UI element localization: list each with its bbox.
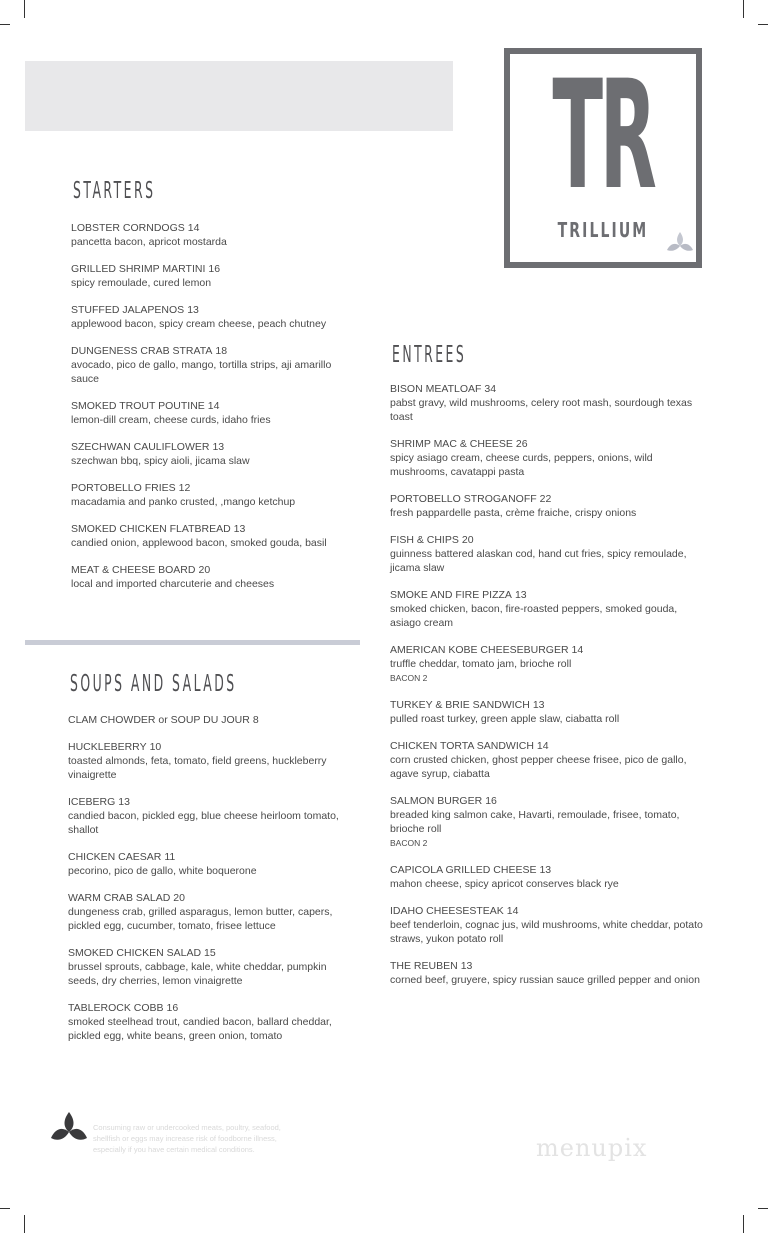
entrees-list (390, 382, 710, 1000)
menu-item (71, 344, 361, 386)
menu-item (71, 481, 361, 509)
menu-item-name: MEAT & CHEESE BOARD (71, 564, 196, 576)
menu-item-title (390, 698, 710, 712)
starters-heading: STARTERS (73, 176, 156, 204)
soups-salads-heading: SOUPS AND SALADS (70, 669, 237, 697)
menu-item-description: breaded king salmon cake, Havarti, remoulade, frisee, tomato, brioche roll (390, 809, 680, 835)
menu-item-title (390, 382, 710, 396)
menu-item-title (390, 437, 710, 451)
menu-item-price: 22 (539, 493, 552, 505)
menu-item-price: 16 (208, 263, 221, 275)
menu-item-description: guinness battered alaskan cod, hand cut fries, spicy remoulade, jicama slaw (390, 548, 687, 574)
menu-item-title (68, 713, 353, 727)
menu-item-description: corned beef, gruyere, spicy russian sauce grilled pepper and onion (390, 974, 700, 986)
menu-item-price: 16 (485, 795, 497, 807)
menu-item-name: AMERICAN KOBE CHEESEBURGER (390, 644, 569, 656)
menu-item-price: 14 (536, 740, 549, 752)
menu-item-name: PORTOBELLO STROGANOFF (390, 493, 537, 505)
menu-item (68, 740, 353, 782)
menu-item (68, 713, 353, 727)
menu-item-name: TURKEY & BRIE SANDWICH (390, 699, 530, 711)
menu-item-description: spicy asiago cream, cheese curds, peppers, onions, wild mushrooms, cavatappi pasta (390, 452, 653, 478)
menu-item-price: 11 (164, 851, 176, 863)
menu-item-name: BISON MEATLOAF (390, 383, 482, 395)
menu-item-price: 14 (207, 400, 220, 412)
menu-item-name: THE REUBEN (390, 960, 458, 972)
menu-item-name: CHICKEN TORTA SANDWICH (390, 740, 534, 752)
menu-item-description: beef tenderloin, cognac jus, wild mushrooms, white cheddar, potato straws, yukon potato roll (390, 919, 703, 945)
menu-item-price: 13 (539, 864, 552, 876)
crop-mark (758, 1208, 768, 1209)
menu-item (390, 533, 710, 575)
menu-item-price: 26 (515, 438, 528, 450)
menu-item-description: szechwan bbq, spicy aioli, jicama slaw (71, 455, 250, 467)
menu-item-title (71, 563, 361, 577)
menu-item-title (71, 399, 361, 413)
menu-item-name: SMOKE AND FIRE PIZZA (390, 589, 512, 601)
menu-item-description: pulled roast turkey, green apple slaw, ciabatta roll (390, 713, 620, 725)
menu-item-description: corn crusted chicken, ghost pepper cheese frisee, pico de gallo, agave syrup, ciabatta (390, 754, 687, 780)
menu-item-name: TABLEROCK COBB (68, 1002, 164, 1014)
menu-item (390, 588, 710, 630)
menu-item (390, 492, 710, 520)
entrees-heading: ENTREES (392, 340, 467, 368)
menu-item-price: 16 (166, 1002, 179, 1014)
menu-item-title (68, 946, 353, 960)
menu-item (390, 904, 710, 946)
menu-item-name: CLAM CHOWDER or SOUP DU JOUR (68, 714, 250, 726)
header-banner (25, 61, 453, 131)
menu-item-description: spicy remoulade, cured lemon (71, 277, 212, 289)
menu-item-name: CHICKEN CAESAR (68, 851, 162, 863)
menu-item (71, 303, 361, 331)
food-safety-note: Consuming raw or undercooked meats, poultry, seafood, shellfish or eggs may increase risk of foodborne illness, especially if you have certain medical conditions. (93, 1123, 281, 1154)
menu-item-name: DUNGENESS CRAB STRATA (71, 345, 213, 357)
menu-item-name: IDAHO CHEESESTEAK (390, 905, 504, 917)
crop-mark (0, 24, 10, 25)
menu-item-price: 13 (118, 796, 130, 808)
section-divider (25, 640, 360, 645)
menu-item-title (68, 740, 353, 754)
menu-item-name: CAPICOLA GRILLED CHEESE (390, 864, 537, 876)
menu-item-description: fresh pappardelle pasta, crème fraiche, crispy onions (390, 507, 637, 519)
menu-item (68, 850, 353, 878)
starters-list (71, 221, 361, 604)
menu-item-price: 8 (252, 714, 259, 726)
menu-item-description: applewood bacon, spicy cream cheese, peach chutney (71, 318, 327, 330)
menu-item-title (390, 643, 710, 657)
menu-item-title (390, 492, 710, 506)
menu-item-title (71, 221, 361, 235)
menu-item (68, 946, 353, 988)
menu-item-name: PORTOBELLO FRIES (71, 482, 176, 494)
menu-item-name: SZECHWAN CAULIFLOWER (71, 441, 210, 453)
menu-item-name: WARM CRAB SALAD (68, 892, 171, 904)
menu-item (390, 698, 710, 726)
trillium-leaf-icon (50, 1110, 88, 1146)
menu-item-description: toasted almonds, feta, tomato, field greens, huckleberry vinaigrette (68, 755, 327, 781)
menu-item (71, 262, 361, 290)
menu-item-title (71, 262, 361, 276)
menu-item (390, 959, 710, 987)
menu-item-price: 14 (571, 644, 584, 656)
menu-item (390, 863, 710, 891)
logo-monogram: TR (552, 49, 654, 223)
menu-item-name: SMOKED CHICKEN SALAD (68, 947, 202, 959)
menu-item-title (71, 440, 361, 454)
crop-mark (24, 1215, 25, 1233)
trillium-logo (504, 48, 702, 268)
soups-salads-list (68, 713, 353, 1056)
menu-item-addon: BACON 2 (390, 838, 428, 848)
menu-item-title (71, 344, 361, 358)
menu-item-description: dungeness crab, grilled asparagus, lemon butter, capers, pickled egg, cucumber, tomato, frisee lettuce (68, 906, 333, 932)
menu-item-name: HUCKLEBERRY (68, 741, 147, 753)
crop-mark (0, 1208, 10, 1209)
menu-item-price: 12 (178, 482, 191, 494)
menu-item-price: 13 (460, 960, 473, 972)
menu-item (390, 382, 710, 424)
trillium-leaf-icon (666, 230, 694, 254)
menu-item (68, 891, 353, 933)
menu-item-title (68, 795, 353, 809)
crop-mark (758, 24, 768, 25)
menu-item-title (390, 959, 710, 973)
menu-item-description: avocado, pico de gallo, mango, tortilla strips, aji amarillo sauce (71, 359, 332, 385)
menu-item-name: ICEBERG (68, 796, 116, 808)
menu-item-title (68, 850, 353, 864)
menu-item (68, 795, 353, 837)
menu-item-title (71, 481, 361, 495)
menu-item-description: pecorino, pico de gallo, white boquerone (68, 865, 257, 877)
menu-item (390, 437, 710, 479)
menu-item-price: 20 (198, 564, 211, 576)
menu-item (71, 440, 361, 468)
logo-wordmark: TRILLIUM (557, 218, 649, 242)
menu-item-price: 20 (173, 892, 185, 904)
menu-item-title (390, 904, 710, 918)
menu-item-title (390, 739, 710, 753)
menu-item-description: lemon-dill cream, cheese curds, idaho fries (71, 414, 271, 426)
menu-item-name: LOBSTER CORNDOGS (71, 222, 185, 234)
menu-item-price: 20 (461, 534, 474, 546)
menu-item-name: SALMON BURGER (390, 795, 483, 807)
menu-item-price: 15 (204, 947, 216, 959)
crop-mark (743, 1215, 744, 1233)
menu-item-description: truffle cheddar, tomato jam, brioche roll (390, 658, 572, 670)
menu-item (390, 643, 710, 685)
menu-item-description: pabst gravy, wild mushrooms, celery root mash, sourdough texas toast (390, 397, 693, 423)
menu-item-name: SMOKED CHICKEN FLATBREAD (71, 523, 231, 535)
menu-item-price: 13 (187, 304, 199, 316)
menu-item-title (390, 588, 710, 602)
menu-item-description: candied onion, applewood bacon, smoked gouda, basil (71, 537, 327, 549)
crop-mark (24, 0, 25, 18)
menu-item-description: brussel sprouts, cabbage, kale, white cheddar, pumpkin seeds, dry cherries, lemon vinaigrette (68, 961, 327, 987)
menu-item-title (71, 303, 361, 317)
menu-item (71, 399, 361, 427)
menu-item (71, 522, 361, 550)
menu-item-price: 13 (233, 523, 246, 535)
menu-item-description: smoked chicken, bacon, fire-roasted peppers, smoked gouda, asiago cream (390, 603, 678, 629)
menu-item-price: 34 (484, 383, 497, 395)
menu-item-name: SMOKED TROUT POUTINE (71, 400, 205, 412)
menu-item-description: smoked steelhead trout, candied bacon, ballard cheddar, pickled egg, white beans, green onion, tomato (68, 1016, 332, 1042)
crop-mark (743, 0, 744, 18)
menu-item (71, 563, 361, 591)
menu-item-description: mahon cheese, spicy apricot conserves black rye (390, 878, 619, 890)
menu-item-price: 14 (187, 222, 200, 234)
menu-item-title (390, 794, 710, 808)
menu-item-price: 18 (215, 345, 228, 357)
menu-item-addon: BACON 2 (390, 673, 428, 683)
menupix-watermark: menupix (536, 1134, 648, 1162)
menu-item-name: FISH & CHIPS (390, 534, 459, 546)
menu-item-price: 13 (514, 589, 527, 601)
menu-item (68, 1001, 353, 1043)
menu-item-name: SHRIMP MAC & CHEESE (390, 438, 513, 450)
menu-item (390, 794, 710, 850)
menu-item-title (390, 863, 710, 877)
menu-item-description: macadamia and panko crusted, ,mango ketchup (71, 496, 296, 508)
menu-item-description: pancetta bacon, apricot mostarda (71, 236, 227, 248)
menu-item-price: 10 (149, 741, 162, 753)
menu-item-title (68, 1001, 353, 1015)
menu-item (390, 739, 710, 781)
menu-item-price: 14 (506, 905, 519, 917)
menu-item-description: candied bacon, pickled egg, blue cheese heirloom tomato, shallot (68, 810, 339, 836)
menu-item-title (390, 533, 710, 547)
menu-item-name: STUFFED JALAPENOS (71, 304, 185, 316)
menu-item-name: GRILLED SHRIMP MARTINI (71, 263, 206, 275)
menu-item-price: 13 (212, 441, 225, 453)
menu-item-title (68, 891, 353, 905)
menu-item-price: 13 (532, 699, 545, 711)
menu-item-title (71, 522, 361, 536)
menu-item-description: local and imported charcuterie and cheeses (71, 578, 275, 590)
menu-item (71, 221, 361, 249)
